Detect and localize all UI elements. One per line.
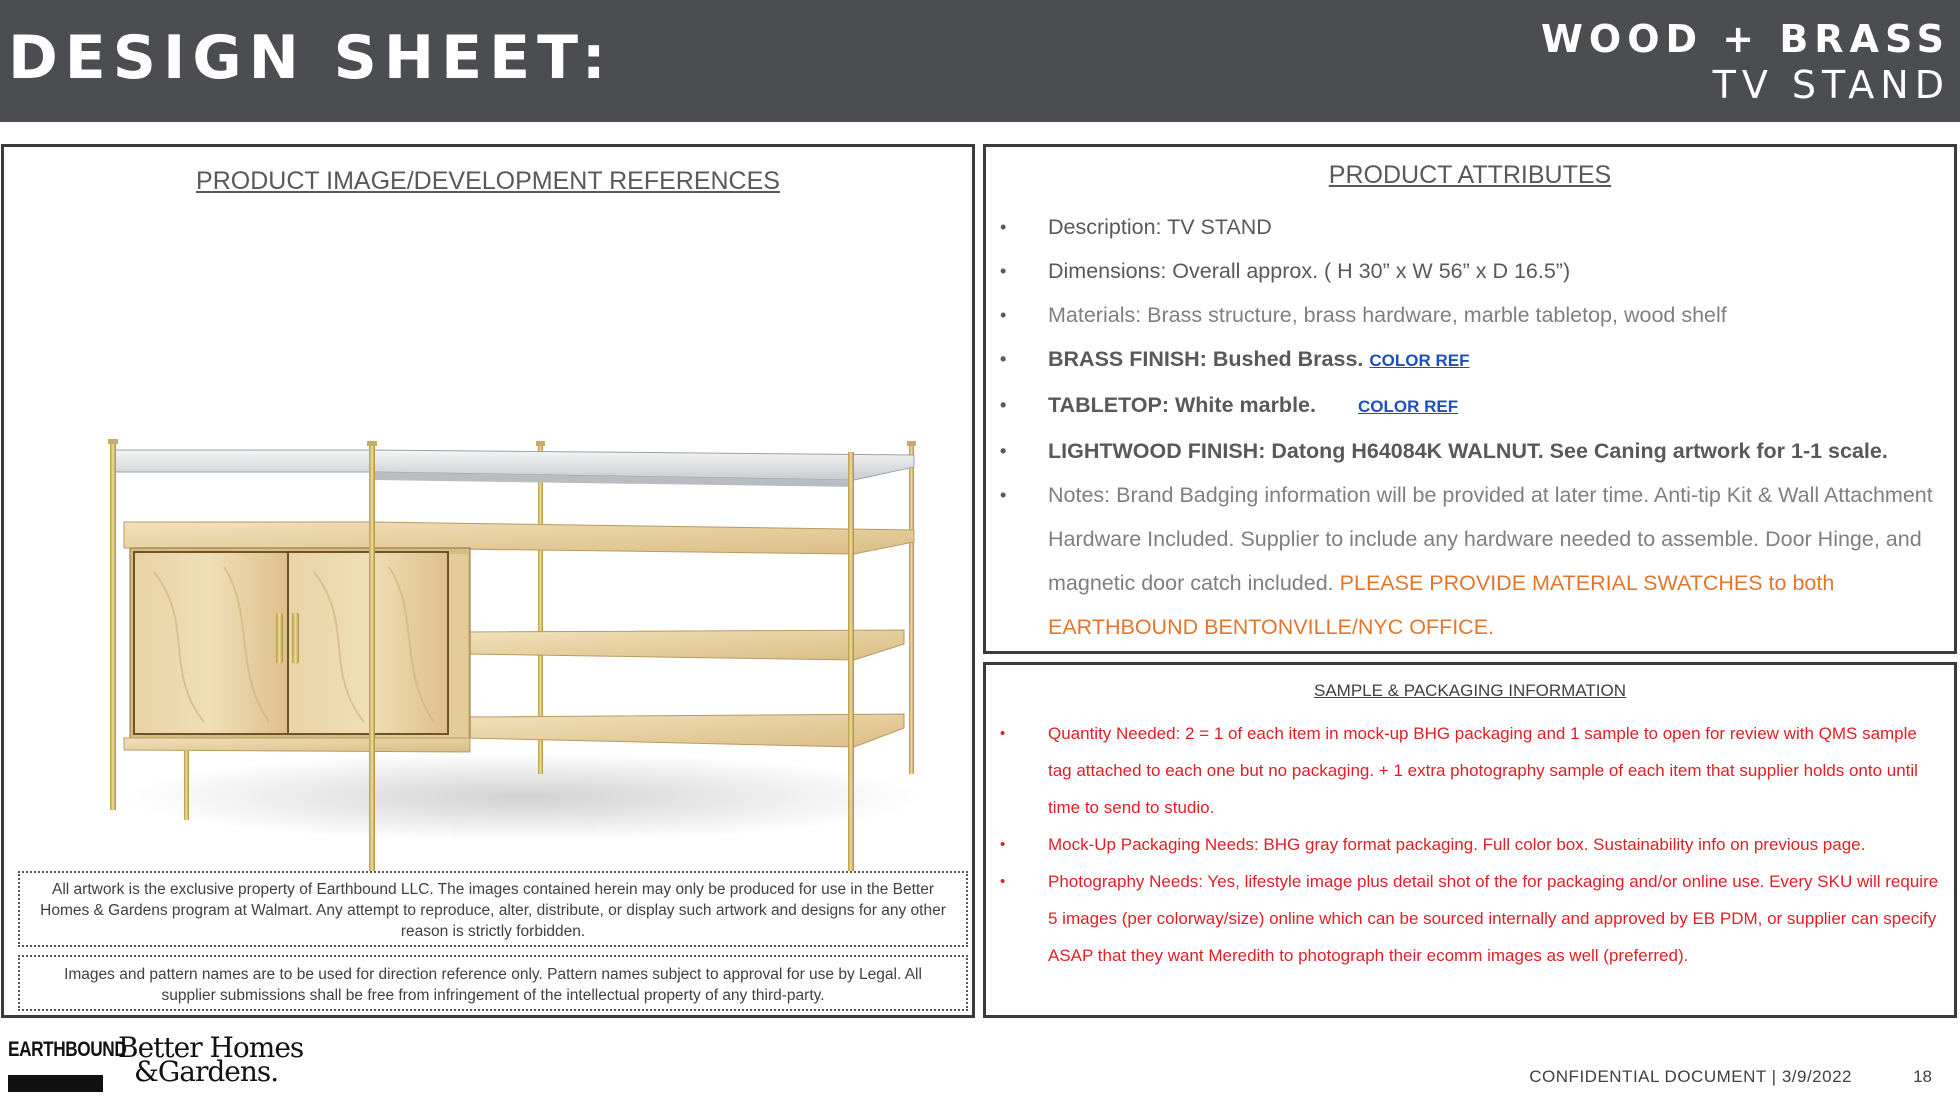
bullet-icon: •	[1000, 836, 1006, 853]
page-number: 18	[1913, 1067, 1932, 1086]
bullet-icon: •	[1000, 395, 1007, 415]
photography-label: Photography Needs	[1048, 872, 1199, 891]
bullet-icon: •	[1000, 217, 1007, 237]
tv-stand-render	[94, 292, 944, 932]
photography-text: : Yes, lifestyle image plus detail shot of the for packaging and/or online use. Every SKU will require 5 images (per colorway/size) online which can be sourced internally and approved by EB PDM, or supplier can specify ASAP that they want Meredith to photograph their ecomm images as well (preferred).	[1048, 872, 1939, 965]
bullet-icon: •	[1000, 349, 1007, 369]
earthbound-logo: EARTHBOUND	[8, 1038, 127, 1061]
quantity-text: : 2 = 1 of each item in mock-up BHG packaging and 1 sample to open for review with QMS sample tag attached to each one but no packaging. + 1 extra photography sample of each item that supplier holds onto until time to send to studio.	[1048, 724, 1918, 817]
mockup-text: : BHG gray format packaging. Full color box. Sustainability info on previous page.	[1253, 835, 1866, 854]
better-homes-gardens-logo: Better Homes &Gardens.	[118, 1031, 304, 1088]
confidential-label: CONFIDENTIAL DOCUMENT | 3/9/2022	[1529, 1067, 1852, 1086]
quantity-label: Quantity Needed	[1048, 724, 1176, 743]
sample-quantity-item	[986, 715, 1954, 826]
artwork-property-notice: All artwork is the exclusive property of Earthbound LLC. The images contained herein may only be produced for use in the Better Homes & Gardens program at Walmart. Any attempt to reproduce, alter, distribute, or display such artwork and designs for any other reason is strictly forbidden.	[18, 871, 968, 947]
header-bar	[0, 0, 1960, 122]
product-name-line1: WOOD + BRASS	[1540, 17, 1950, 61]
earthbound-logo-bar	[8, 1075, 103, 1092]
bullet-icon: •	[1000, 725, 1006, 742]
attribute-dimensions: • Dimensions: Overall approx. ( H 30” x W 56” x D 16.5”)	[986, 249, 1954, 293]
sample-mockup-item	[986, 826, 1954, 863]
bullet-icon: •	[1000, 305, 1007, 325]
attribute-tabletop: • TABLETOP: White marble. COLOR REF	[986, 383, 1954, 429]
product-image-heading: PRODUCT IMAGE/DEVELOPMENT REFERENCES	[196, 167, 780, 195]
attributes-list	[986, 205, 1954, 649]
attribute-brass-finish: • BRASS FINISH: Bushed Brass. COLOR REF	[986, 337, 1954, 383]
tabletop-color-ref-link[interactable]: COLOR REF	[1357, 397, 1459, 416]
product-image-panel	[1, 144, 975, 1018]
product-attributes-heading: PRODUCT ATTRIBUTES	[1328, 161, 1612, 189]
brass-color-ref-link[interactable]: COLOR REF	[1369, 351, 1470, 370]
attribute-materials: • Materials: Brass structure, brass hardware, marble tabletop, wood shelf	[986, 293, 1954, 337]
attribute-lightwood-finish: • LIGHTWOOD FINISH: Datong H64084K WALNUT. See Caning artwork for 1-1 scale.	[986, 429, 1954, 473]
sample-photography-item	[986, 863, 1954, 974]
attribute-description: • Description: TV STAND	[986, 205, 1954, 249]
bullet-icon: •	[1000, 441, 1007, 461]
product-name-line2: TV STAND	[1712, 63, 1950, 107]
bullet-icon: •	[1000, 261, 1007, 281]
page-title: DESIGN SHEET:	[8, 23, 613, 93]
sample-packaging-heading: SAMPLE & PACKAGING INFORMATION	[1313, 681, 1627, 700]
bullet-icon: •	[1000, 485, 1007, 505]
bullet-icon: •	[1000, 873, 1006, 890]
product-attributes-panel	[983, 144, 1957, 654]
mockup-label: Mock-Up Packaging Needs	[1048, 835, 1254, 854]
reference-usage-notice: Images and pattern names are to be used for direction reference only. Pattern names subject to approval for use by Legal. All supplier submissions shall be free from infringement of the intellectual property of any third-party.	[18, 955, 968, 1011]
attribute-notes: • Notes: Brand Badging information will be provided at later time. Anti-tip Kit & Wall Attachment Hardware Included. Supplier to include any hardware needed to assemble. Door Hinge, and magnetic door catch included. PLEASE PROVIDE MATERIAL SWATCHES to both EARTHBOUND BENTONVILLE/NYC OFFICE.	[986, 473, 1954, 649]
sample-packaging-panel	[983, 662, 1957, 1018]
sample-list	[986, 715, 1954, 974]
swatch-request-note: PLEASE PROVIDE MATERIAL SWATCHES to both EARTHBOUND BENTONVILLE/NYC OFFICE.	[1048, 571, 1835, 639]
